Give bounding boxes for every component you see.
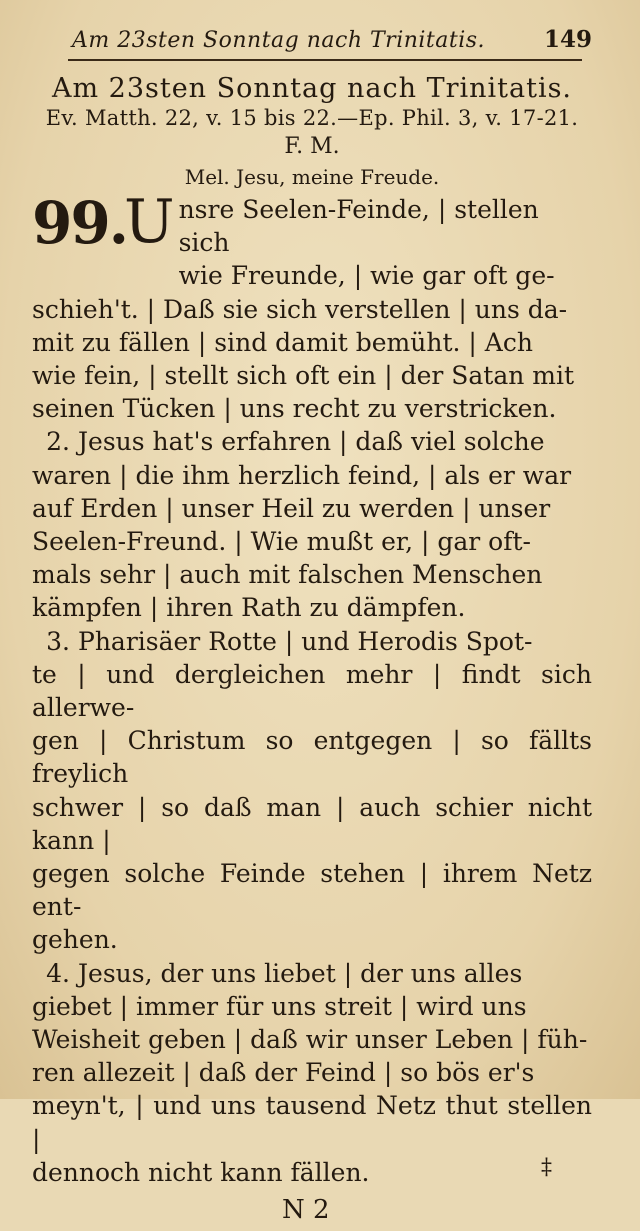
melody-line: Mel. Jesu, meine Freude. — [184, 165, 440, 189]
hymn-first-lines — [179, 193, 592, 293]
verse-number: 2. — [46, 427, 70, 457]
verse-line: te | und dergleichen mehr | findt sich allerwe- — [32, 659, 592, 723]
verse-line: Seelen-Freund. | Wie mußt er, | gar oft- — [32, 527, 531, 557]
dagger-mark: ‡ — [541, 1155, 552, 1181]
running-head — [32, 26, 592, 57]
verse-line: 2. Jesus hat's erfahren | daß viel solche — [32, 425, 592, 458]
verse-line: 3. Pharisäer Rotte | und Herodis Spot- — [32, 625, 592, 658]
verse-line: mals sehr | auch mit falschen Menschen — [32, 560, 543, 590]
verse-line: waren | die ihm herzlich feind, | als er war — [32, 460, 572, 490]
verse-line: 4. Jesus, der uns liebet | der uns alles — [32, 957, 592, 990]
verse-line: mit zu fällen | sind damit bemüht. | Ach — [32, 327, 533, 357]
header-rule — [68, 59, 582, 61]
section-heading: Am 23sten Sonntag nach Trinitatis. — [51, 73, 573, 104]
verse-4 — [32, 957, 592, 1189]
verse-line: schwer | so daß man | auch schier nicht kann | — [32, 792, 592, 855]
signature-mark: N 2 — [282, 1195, 330, 1226]
verse-line: Weisheit geben | daß wir unser Leben | füh- — [32, 1025, 588, 1055]
verse-line: wie fein, | stellt sich oft ein | der Satan mit — [32, 361, 575, 391]
verse-line: meyn't, | und uns tausend Netz thut stellen | — [32, 1091, 592, 1154]
verse-number: 4. — [46, 958, 70, 988]
verse-number: 3. — [46, 626, 70, 656]
verse-line: gen | Christum so entgegen | so fällts freylich — [32, 726, 592, 789]
verse-line: schieh't. | Daß sie sich verstellen | uns da- — [32, 294, 568, 324]
verse-line: nsre Seelen-Feinde, | stellen sich — [178, 195, 539, 258]
verse-line: ren allezeit | daß der Feind | so bös er's — [32, 1058, 535, 1088]
abbreviation: F. M. — [284, 134, 340, 159]
running-head-title: Am 23sten Sonntag nach Trinitatis. — [72, 28, 486, 53]
scripture-reference: Ev. Matth. 22, v. 15 bis 22.—Ep. Phil. 3, v. 17-21. — [45, 106, 579, 130]
verse-1 — [32, 293, 592, 426]
verse-2 — [32, 425, 592, 624]
verse-line: giebet | immer für uns streit | wird uns — [32, 991, 527, 1021]
verse-line: auf Erden | unser Heil zu werden | unser — [32, 493, 551, 523]
verse-line: gegen solche Feinde stehen | ihrem Netz ent- — [32, 859, 592, 922]
hymn-number: 99. — [32, 189, 127, 257]
verse-3 — [32, 625, 592, 957]
verse-line: wie Freunde, | wie gar oft ge- — [178, 261, 555, 291]
drop-cap: U — [124, 187, 175, 257]
hymn-opening — [32, 187, 592, 293]
page-number: 149 — [543, 26, 592, 53]
verse-line: dennoch nicht kann fällen. — [32, 1157, 370, 1187]
verse-line: kämpfen | ihren Rath zu dämpfen. — [32, 593, 466, 623]
verse-line: gehen. — [32, 925, 118, 955]
verse-line: seinen Tücken | uns recht zu verstricken. — [32, 394, 557, 424]
